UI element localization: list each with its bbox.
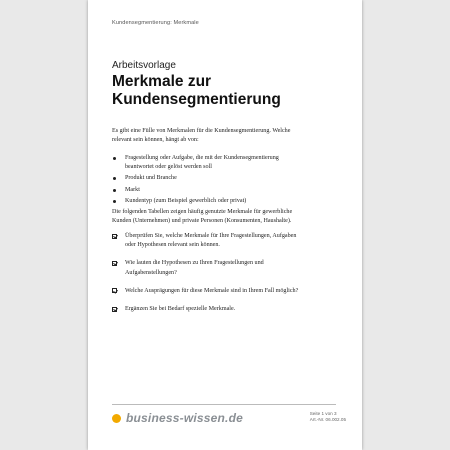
intro-paragraph bbox=[112, 127, 322, 145]
logo-dot-icon bbox=[112, 414, 121, 423]
checkbox-checked-icon bbox=[112, 307, 117, 312]
checklist bbox=[112, 232, 342, 323]
footer-meta bbox=[310, 411, 346, 423]
footer-divider bbox=[112, 404, 336, 405]
intro-line-1: Es gibt eine Fülle von Merkmalen für die Kundensegmentierung. Welche bbox=[112, 128, 291, 134]
document-page bbox=[88, 0, 362, 450]
bullet-icon bbox=[113, 200, 116, 203]
article-number: Art.-Nr. 06.002.05 bbox=[309, 417, 346, 423]
bullet-icon bbox=[113, 177, 116, 180]
page-number: Seite 1 von 3 bbox=[309, 411, 337, 416]
list-item: Produkt und Branche bbox=[112, 174, 332, 183]
intro-line-2: relevant sein können, hängt ab von: bbox=[112, 137, 199, 144]
tables-paragraph: Die folgenden Tabellen zeigen häufig genutzte Merkmale für gewerbliche Kunden (Unternehmen) und private Personen (Konsumenten, Haushalte). bbox=[112, 209, 293, 225]
dependency-list bbox=[112, 154, 332, 208]
running-header: Kundensegmentierung: Merkmale bbox=[112, 20, 199, 26]
checklist-item: Überprüfen Sie, welche Merkmale für Ihre Fragestellungen, Aufgaben oder Hypothesen relevant sein können. bbox=[112, 232, 342, 250]
brand-logo bbox=[112, 411, 243, 425]
document-title bbox=[112, 73, 352, 109]
checkbox-checked-icon bbox=[112, 288, 117, 293]
checklist-item: Wie lauten die Hypothesen zu Ihren Fragestellungen und Aufgabenstellungen? bbox=[112, 259, 342, 277]
title-line-1: Merkmale zur bbox=[112, 73, 212, 90]
list-item: Kundentyp (zum Beispiel gewerblich oder privat) bbox=[112, 197, 332, 206]
list-item: Fragestellung oder Aufgabe, die mit der Kundensegmentierung beantwortet oder gelöst werden soll bbox=[112, 154, 332, 172]
checkbox-checked-icon bbox=[112, 234, 117, 239]
bullet-icon bbox=[113, 189, 116, 192]
checklist-item: Ergänzen Sie bei Bedarf spezielle Merkmale. bbox=[112, 305, 342, 314]
checklist-item: Welche Ausprägungen für diese Merkmale sind in Ihrem Fall möglich? bbox=[112, 287, 342, 296]
document-kicker: Arbeitsvorlage bbox=[112, 60, 176, 71]
checkbox-checked-icon bbox=[112, 261, 117, 266]
bullet-icon bbox=[113, 157, 116, 160]
logo-text: business-wissen.de bbox=[126, 411, 243, 425]
title-line-2: Kundensegmentierung bbox=[112, 91, 281, 108]
list-item: Markt bbox=[112, 186, 332, 195]
